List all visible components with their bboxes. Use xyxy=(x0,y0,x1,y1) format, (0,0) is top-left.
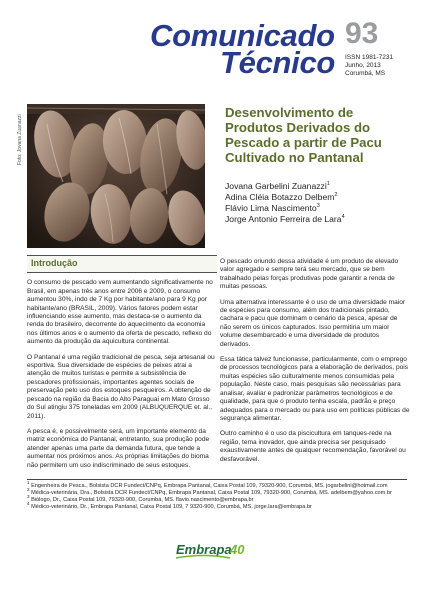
logo-anniversary-mark: 40 xyxy=(230,542,245,557)
author-item: Jorge Antonio Ferreira de Lara$^4$ xyxy=(225,214,345,224)
footnote-item: $^1$ Engenheira de Pesca., Bolsista DCR Fundect/CNPq, Embrapa Pantanal, Caixa Postal 109, 79320-900, Corumbá, MS. jogarbelini@hotmail.com xyxy=(27,480,388,489)
footnote-item: $^4$ Médico-veterinário, Dr., Embrapa Pantanal, Caixa Postal 109, 7 9320-900, Corumbá, MS. jorge.lara@embrapa.br xyxy=(27,501,312,511)
logo-swoosh-icon xyxy=(176,554,230,560)
publication-date: Junho, 2013 xyxy=(345,62,381,69)
cover-photo xyxy=(27,104,205,248)
body-paragraph: Essa tática talvez funcionasse, particularmente, com o emprego de processos tecnológicos para a elaboração de derivados, pois muitas espécies são culturalmente menos consumidas pela população. Neste caso, mais pesquisas são necessárias para analisar, avaliar e padronizar parâmetros tecnológicos e de qualidade, para que o produto tenha escala, padrão e preço adequados para o mercado ou para uso em políticas públicas de segurança alimentar. xyxy=(220,356,410,422)
section-heading-intro xyxy=(27,255,217,273)
issue-number: 93 xyxy=(345,17,379,50)
section-heading-text: Introdução xyxy=(31,258,78,268)
author-list xyxy=(225,181,415,225)
logo-wordmark: Embrapa xyxy=(176,542,232,557)
footnote-item: $^2$ Médica-veterinária, Dra., Bolsista DCR Fundect/CNPq, Embrapa Pantanal, Caixa Postal 109, 79320-900, Corumbá, MS. adelbem@yahoo.com.br xyxy=(27,487,392,497)
author-item: Jovana Garbelini Zuanazzi$^1$ xyxy=(225,181,330,191)
dried-fish-photo-illustration xyxy=(27,104,205,248)
body-paragraph: O consumo de pescado vem aumentando significativamente no Brasil, em apenas três anos entre 2006 e 2009, o consumo aumentou 30%, indo de 7 Kg por habitante/ano para 9 Kg por habitante/ano (BRASIL, 2009). Vários fatores podem estar influenciando esse aumento, mas destaca-se o aumento da renda do brasileiro, decorrente do aquecimento da economia nos últimos anos e o aumento da oferta de pescado, reflexo do aumento da produção da aquicultura continental. xyxy=(27,279,213,346)
footnotes xyxy=(27,479,407,511)
body-paragraph: Uma alternativa interessante é o uso de uma diversidade maior de espécies para consumo, além dos tradicionais pintado, cachara e pacu que dominam o cenário da pesca, apesar de não serem os únicos capturados. Isso permitiria um maior volume desembarcado e uma diversidade de produtos derivados. xyxy=(220,298,406,348)
masthead xyxy=(0,0,423,95)
body-paragraph: O Pantanal é uma região tradicional de pesca, seja artesanal ou esportiva. Sua diversidade de espécies de peixes atrai a atenção de muitos turistas e permite a subsistência de pescadores profissionais, importantes agentes sociais de preservação pelo uso dos estoques pesqueiros. A obtenção de pescado na região da Bacia do Alto Paraguai em Mato Grosso do Sul atingiu 375 toneladas em 2009 (ALBUQUERQUE et. al., 2011). xyxy=(27,353,215,420)
embrapa-logo xyxy=(176,541,266,559)
left-column xyxy=(27,255,217,477)
right-column xyxy=(220,258,410,471)
author-item: Adina Cléia Botazzo Delbem$^2$ xyxy=(225,192,338,202)
footnote-item: $^3$ Biólogo, Dr., Caixa Postal 109, 79320-900, Corumbá, MS. flavio.nascimento@embrapa.br xyxy=(27,494,254,504)
body-paragraph: O pescado oriundo dessa atividade é um produto de elevado valor agregado e sempre terá seu mercado, que se bem trabalhado pelas forças produtivas pode garantir a renda de muitas pessoas. xyxy=(220,258,399,291)
publication-info xyxy=(345,54,393,78)
publication-place: Corumbá, MS xyxy=(345,70,386,77)
photo-credit-text: Foto: Jovana Zuanazzi xyxy=(17,114,23,165)
body-paragraph: Outro caminho é o uso da piscicultura em tanques-rede na região, tema inovador, que ainda precisa ser pesquisado exaustivamente antes de qualquer recomendação, favorável ou desfavorável. xyxy=(220,430,406,463)
author-item: Flávio Lima Nascimento$^3$ xyxy=(225,203,320,213)
masthead-title-word2: Técnico xyxy=(220,45,336,80)
masthead-title-word1: Comunicado xyxy=(150,18,335,53)
issn: ISSN 1981-7231 xyxy=(345,54,394,61)
publication-title: Desenvolvimento de Produtos Derivados do Pescado a partir de Pacu Cultivado no Pantanal xyxy=(225,105,382,165)
photo-credit xyxy=(17,105,25,165)
body-paragraph: A pesca é, e possivelmente será, um importante elemento da matriz econômica do Pantanal, entretanto, sua produção pode atender apenas uma parte da demanda futura, que tende a aumentar nos próximos anos. As próprias limitações do bioma não permitem um uso indiscriminado de seus estoques. xyxy=(27,427,210,469)
